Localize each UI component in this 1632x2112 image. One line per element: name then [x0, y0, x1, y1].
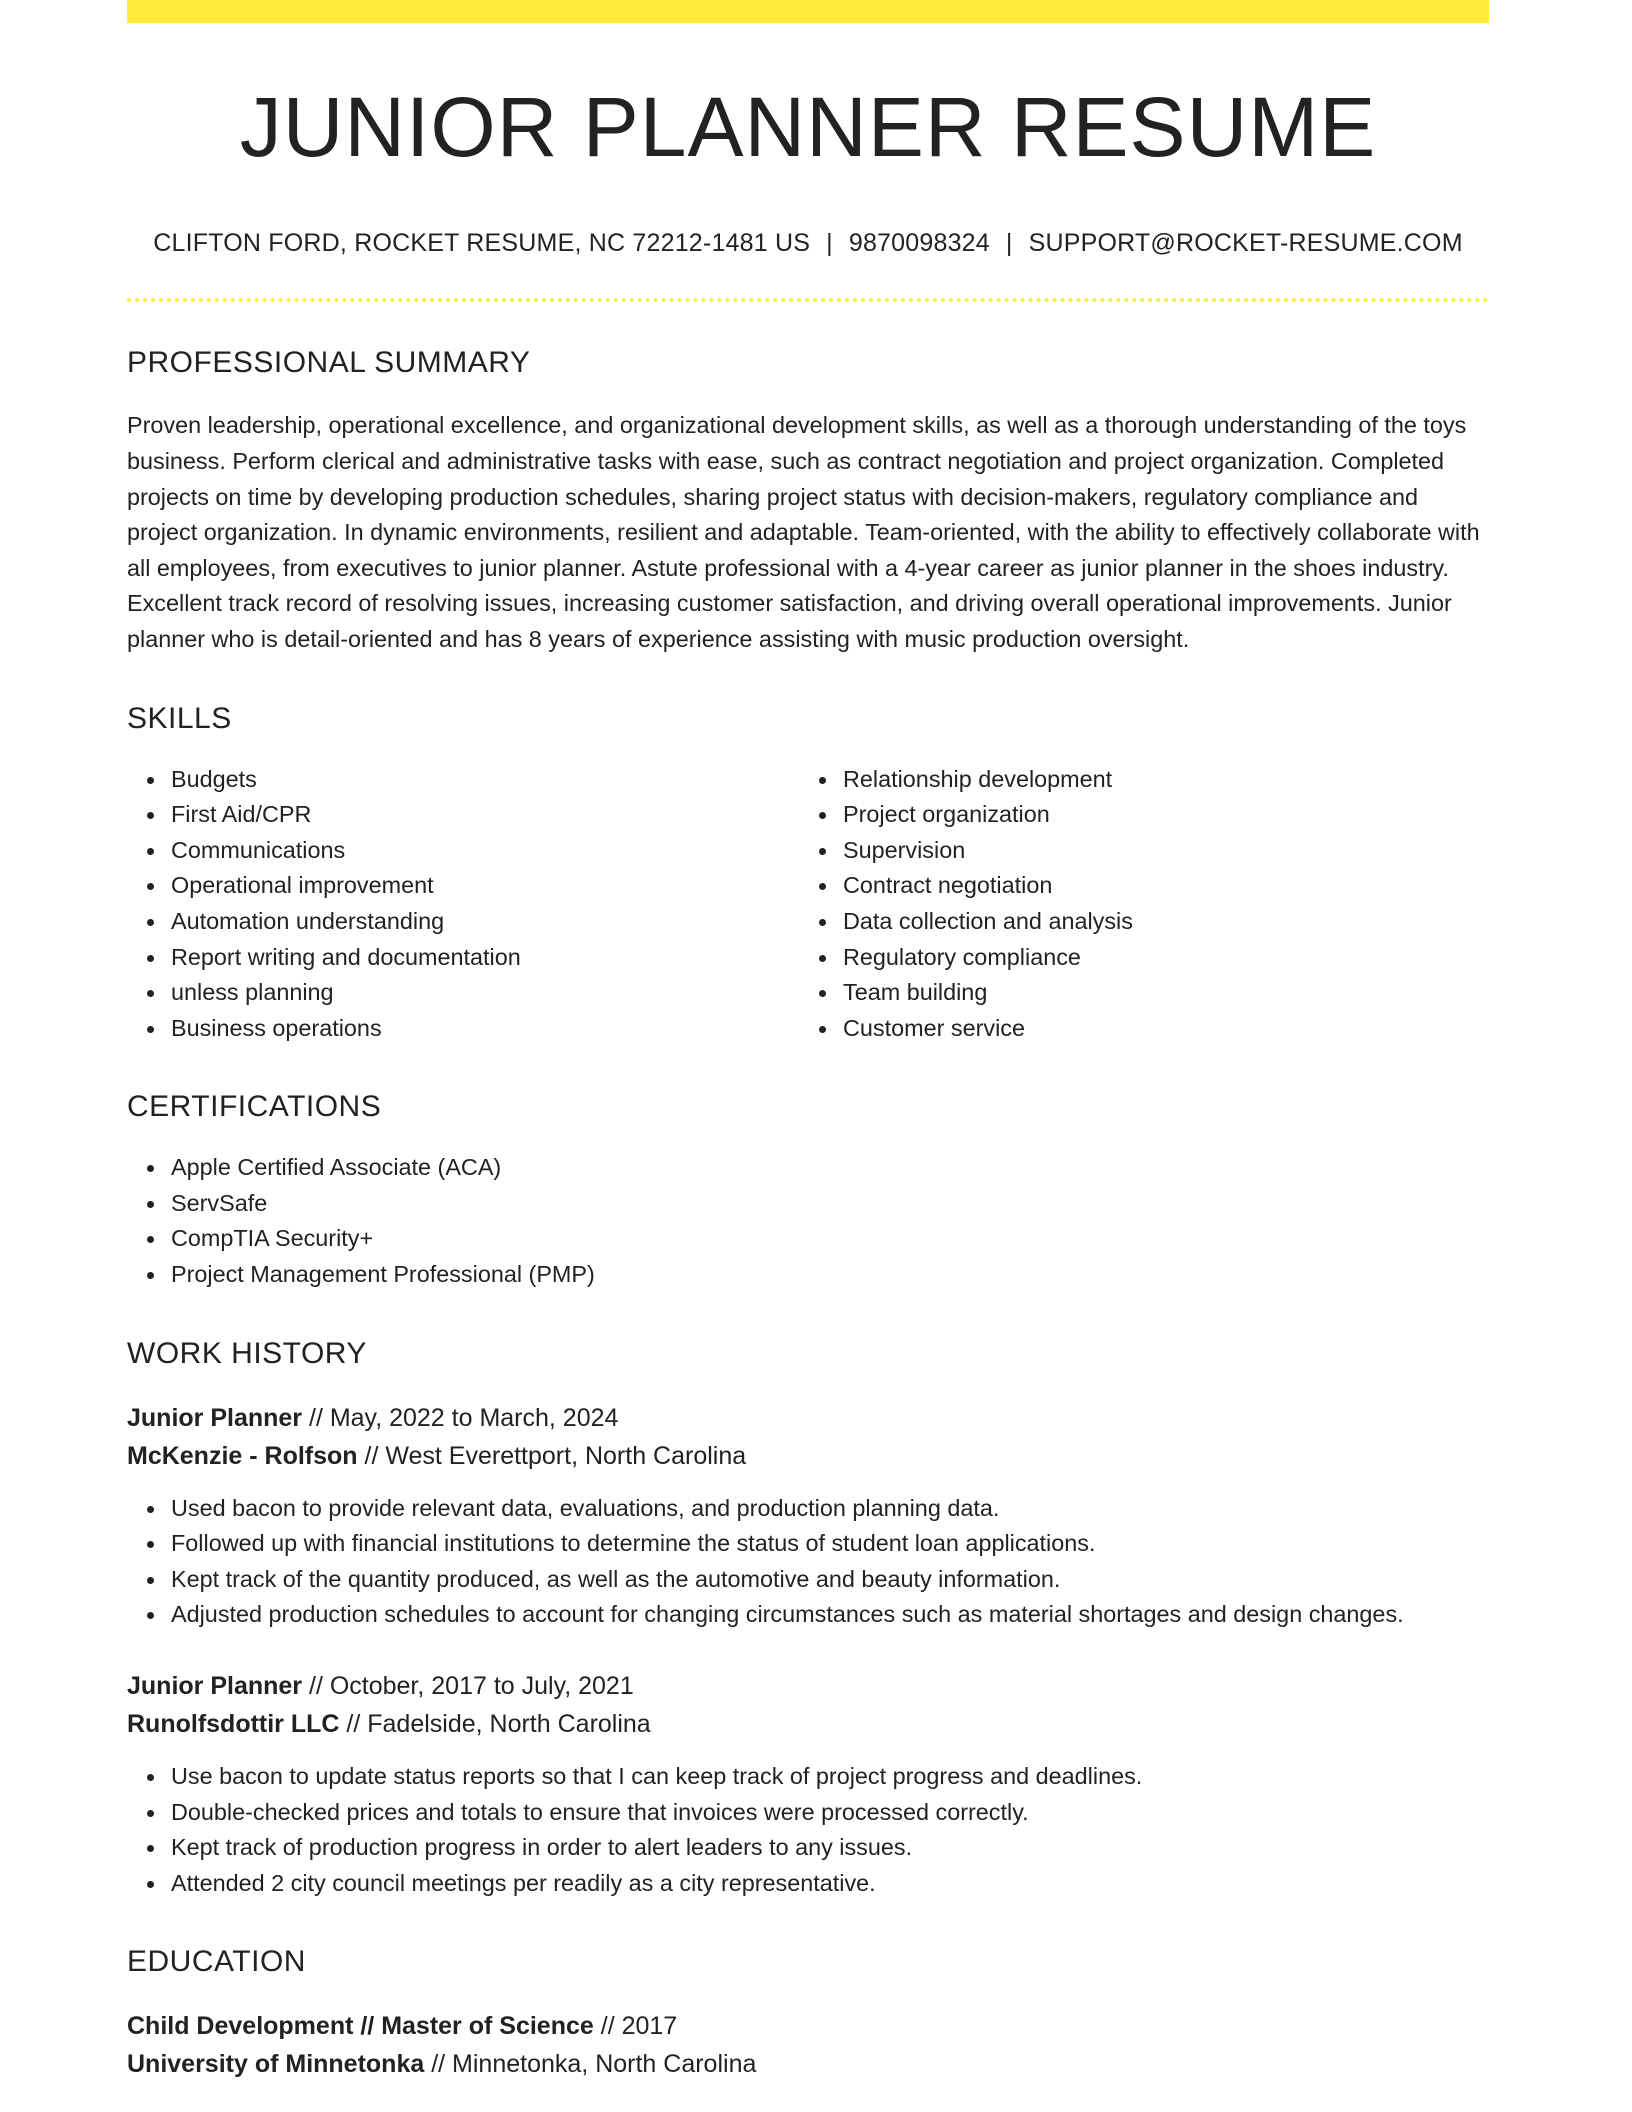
work-history-heading: WORK HISTORY [127, 1336, 367, 1370]
education-school-line [127, 2045, 1489, 2083]
skill-item: Project organization [843, 797, 1133, 833]
job-title-line [127, 1667, 1489, 1705]
skill-item: Budgets [171, 762, 799, 798]
skill-item: Report writing and documentation [171, 940, 799, 976]
education-location: // Minnetonka, North Carolina [424, 2050, 757, 2079]
certifications-list [127, 1150, 1489, 1292]
skill-item: Business operations [171, 1011, 799, 1047]
job-duty: Followed up with financial institutions to determine the status of student loan applications. [171, 1526, 1489, 1562]
skills-grid [127, 736, 1489, 1047]
skill-item: Communications [171, 833, 799, 869]
job-duty: Use bacon to update status reports so that I can keep track of project progress and deadlines. [171, 1759, 1489, 1795]
job-duties-list [127, 1759, 1489, 1901]
job-location: // Fadelside, North Carolina [339, 1710, 651, 1739]
summary-text: Proven leadership, operational excellence, and organizational development skills, as well as a thorough understanding of the toys business. Perform clerical and administrative tasks with ease, such as contract negotiation and project organization. Completed projects on time by developing production schedules, sharing project status with decision-makers, regulatory compliance and project organization. In dynamic environments, resilient and adaptable. Team-oriented, with the ability to effectively collaborate with all employees, from executives to junior planner. Astute professional with a 4-year career as junior planner in the shoes industry. Excellent track record of resolving issues, increasing customer satisfaction, and driving overall operational improvements. Junior planner who is detail-oriented and has 8 years of experience assisting with music production oversight. [127, 412, 1480, 652]
job-title: Junior Planner [127, 1403, 303, 1432]
job-company-line [127, 1437, 1489, 1475]
skill-item: Customer service [843, 1011, 1133, 1047]
contact-address: CLIFTON FORD, ROCKET RESUME, NC 72212-1481 US [153, 229, 811, 258]
contact-separator: | [1005, 229, 1013, 258]
accent-top-bar [127, 0, 1489, 23]
job-dates: // May, 2022 to March, 2024 [302, 1403, 619, 1432]
job-dates: // October, 2017 to July, 2021 [302, 1672, 634, 1701]
skills-heading: SKILLS [127, 701, 232, 735]
certifications-heading: CERTIFICATIONS [127, 1090, 382, 1124]
job-duty: Kept track of production progress in order to alert leaders to any issues. [171, 1830, 1489, 1866]
job-company: Runolfsdottir LLC [127, 1710, 340, 1739]
skill-item: Supervision [843, 833, 1133, 869]
job-location: // West Everettport, North Carolina [357, 1441, 747, 1470]
education-year: // 2017 [593, 2012, 678, 2041]
job-duty: Adjusted production schedules to account for changing circumstances such as material shortages and design changes. [171, 1597, 1489, 1633]
skill-item: First Aid/CPR [171, 797, 799, 833]
education-school: University of Minnetonka [127, 2050, 425, 2079]
job-title-line [127, 1399, 1489, 1437]
skill-item: Regulatory compliance [843, 940, 1133, 976]
skill-item: Operational improvement [171, 868, 799, 904]
skills-column-left [127, 736, 799, 1047]
resume-title: JUNIOR PLANNER RESUME [239, 80, 1377, 174]
job-duty: Used bacon to provide relevant data, evaluations, and production planning data. [171, 1491, 1489, 1527]
summary-heading: PROFESSIONAL SUMMARY [127, 346, 531, 380]
skills-list-right [799, 762, 1133, 1047]
job-duties-list [127, 1491, 1489, 1633]
job-company-line [127, 1705, 1489, 1743]
contact-email: SUPPORT@ROCKET-RESUME.COM [1028, 229, 1463, 258]
job-entry [127, 1399, 1489, 1633]
education-entry [127, 2007, 1489, 2083]
job-duty: Attended 2 city council meetings per readily as a city representative. [171, 1866, 1489, 1902]
skill-item: Contract negotiation [843, 868, 1133, 904]
skill-item: Data collection and analysis [843, 904, 1133, 940]
education-degree: Child Development // Master of Science [127, 2012, 594, 2041]
skills-list-left [127, 762, 799, 1047]
skills-column-right [799, 736, 1133, 1047]
job-company: McKenzie - Rolfson [127, 1441, 358, 1470]
contact-separator: | [826, 229, 833, 258]
education-heading: EDUCATION [127, 1945, 306, 1979]
skill-item: Relationship development [843, 762, 1133, 798]
certification-item: Project Management Professional (PMP) [171, 1257, 1489, 1293]
dotted-divider [127, 298, 1489, 302]
skill-item: Automation understanding [171, 904, 799, 940]
contact-line [127, 229, 1489, 258]
skill-item: Team building [843, 975, 1133, 1011]
certification-item: CompTIA Security+ [171, 1221, 1489, 1257]
job-entry [127, 1667, 1489, 1901]
certification-item: ServSafe [171, 1186, 1489, 1222]
skill-item: unless planning [171, 975, 799, 1011]
contact-phone: 9870098324 [848, 229, 990, 258]
job-title: Junior Planner [127, 1672, 303, 1701]
job-duty: Double-checked prices and totals to ensure that invoices were processed correctly. [171, 1795, 1489, 1831]
education-degree-line [127, 2007, 1489, 2045]
certification-item: Apple Certified Associate (ACA) [171, 1150, 1489, 1186]
resume-page [127, 0, 1489, 2083]
job-duty: Kept track of the quantity produced, as well as the automotive and beauty information. [171, 1562, 1489, 1598]
